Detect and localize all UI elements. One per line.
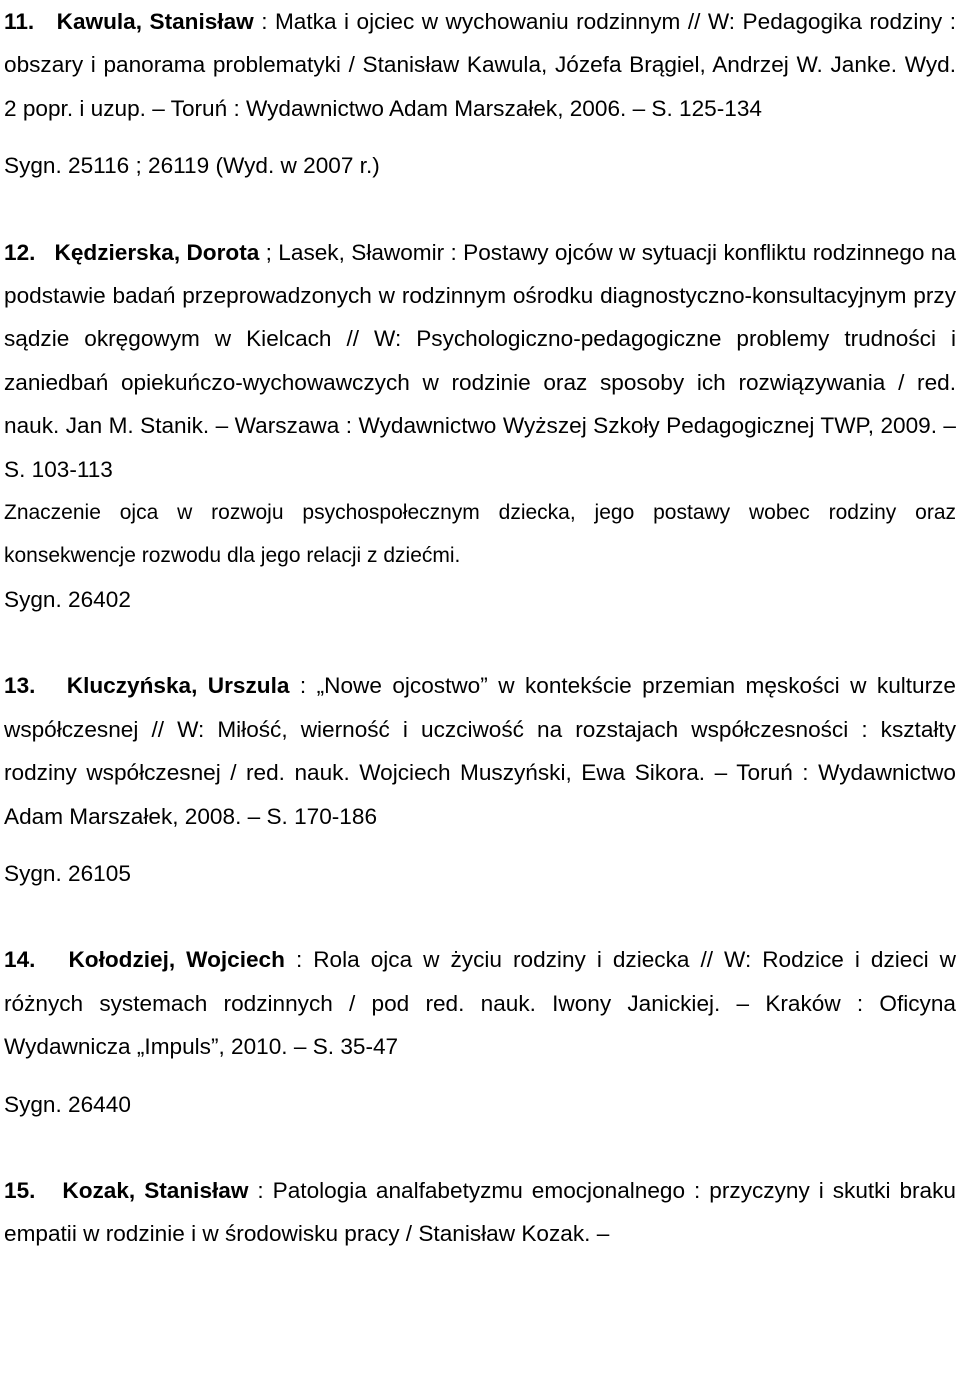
entry-text: : Patologia analfabetyzmu emocjonalnego : przyczyny i skutki braku empatii w rodzinie i w środowisku pracy / Stanisław Kozak. – [4, 1177, 956, 1247]
entry-text: : Matka i ojciec w wychowaniu rodzinnym // W: Pedagogika rodziny : obszary i panorama problematyki / Stanisław Kawula, Józefa Brągiel, Andrzej W. Janke. Wyd. 2 popr. i uzup. – Toruń : Wydawnictwo Adam Marszałek, 2006. – S. 125-134 [4, 9, 956, 121]
entry-sygn: Sygn. 25116 ; 26119 (Wyd. w 2007 r.) [4, 153, 380, 179]
entry-text: : Rola ojca w życiu rodziny i dziecka // W: Rodzice i dzieci w różnych systemach rodzinnych / pod red. nauk. Iwony Janickiej. – Kraków : Oficyna Wydawnicza „Impuls”, 2010. – S. 35-47 [4, 947, 956, 1060]
bibliography-entry [4, 1169, 956, 1256]
entry-number: 14. [4, 947, 36, 973]
bibliography-page [4, 0, 956, 1256]
entry-text: ; Lasek, Sławomir : Postawy ojców w sytuacji konfliktu rodzinnego na podstawie badań przeprowadzonych w rodzinnym ośrodku diagnostyczno-konsultacyjnym przy sądzie okręgowym w Kielcach // W: Psychologiczno-pedagogiczne problemy trudności i zaniedbań opiekuńczo-wychowawczych w rodzinie oraz sposoby ich rozwiązywania / red. nauk. Jan M. Stanik. – Warszawa : Wydawnictwo Wyższej Szkoły Pedagogicznej TWP, 2009. – S. 103-113 [4, 239, 956, 482]
entry-number: 15. [4, 1177, 36, 1203]
entry-author: Kędzierska, Dorota [54, 239, 260, 265]
entry-author: Kozak, Stanisław [62, 1177, 249, 1203]
bibliography-entry [4, 664, 956, 838]
entry-sygn: Sygn. 26105 [4, 860, 131, 886]
entry-description: Znaczenie ojca w rozwoju psychospołecznym dziecka, jego postawy wobec rodziny oraz konsekwencje rozwodu dla jego relacji z dziećmi. [4, 501, 956, 568]
entry-text: : „Nowe ojcostwo” w kontekście przemian męskości w kulturze współczesnej // W: Miłość, wierność i uczciwość na rozstajach współczesności : kształty rodziny współczesnej / red. nauk. Wojciech Muszyński, Ewa Sikora. – Toruń : Wydawnictwo Adam Marszałek, 2008. – S. 170-186 [4, 673, 957, 829]
bibliography-entry [4, 0, 956, 130]
entry-author: Kawula, Stanisław [56, 9, 254, 34]
entry-author: Kluczyńska, Urszula [66, 673, 290, 699]
entry-sygn: Sygn. 26402 [4, 586, 131, 612]
entry-number: 13. [4, 673, 36, 699]
entry-sygn: Sygn. 26440 [4, 1091, 131, 1117]
bibliography-entry [4, 231, 956, 491]
entry-number: 12. [4, 239, 36, 265]
bibliography-entry [4, 938, 956, 1068]
entry-number: 11. [4, 9, 35, 34]
entry-author: Kołodziej, Wojciech [68, 947, 285, 973]
